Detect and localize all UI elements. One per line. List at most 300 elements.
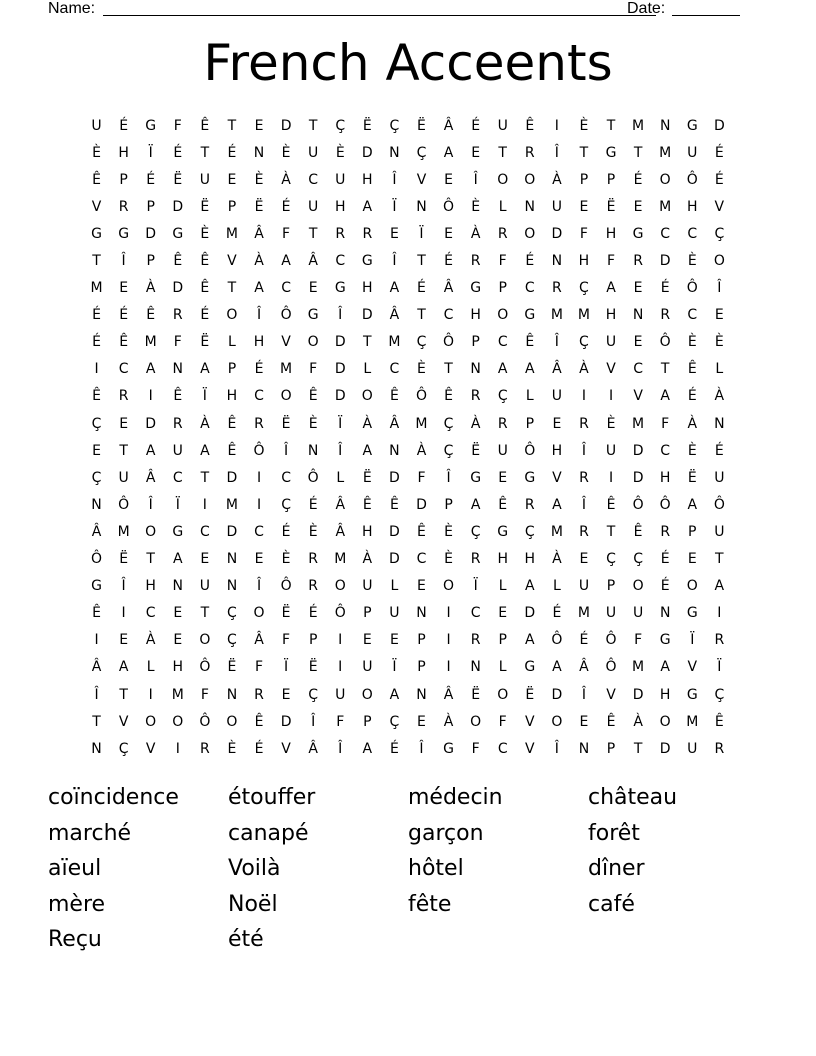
grid-letter: P [119, 171, 128, 188]
grid-letter: N [226, 551, 238, 568]
grid-letter: D [416, 496, 427, 513]
grid-letter: I [148, 686, 153, 703]
grid-row [83, 247, 733, 274]
grid-letter: Â [443, 686, 454, 703]
grid-letter: M [632, 415, 645, 432]
grid-letter: Â [443, 280, 454, 297]
grid-letter: Â [579, 659, 589, 676]
grid-letter: T [119, 686, 128, 703]
grid-letter: O [172, 713, 184, 730]
grid-letter: F [173, 117, 182, 134]
grid-letter: E [687, 551, 697, 568]
grid-letter: R [714, 632, 725, 649]
grid-letter: A [200, 361, 210, 378]
grid-letter: Ê [525, 334, 535, 351]
grid-letter: É [687, 388, 697, 405]
grid-letter: N [524, 198, 536, 215]
grid-letter: É [714, 144, 724, 161]
grid-letter: G [361, 253, 373, 270]
grid-letter: Â [308, 740, 318, 757]
grid-letter: Â [308, 253, 318, 270]
grid-letter: A [145, 442, 156, 459]
grid-letter: É [714, 442, 724, 459]
word-list-item: médecin [408, 785, 503, 810]
grid-letter: E [389, 632, 399, 649]
grid-letter: P [227, 361, 237, 378]
grid-letter: É [660, 551, 670, 568]
grid-letter: G [659, 632, 671, 649]
grid-letter: Ç [470, 523, 481, 540]
grid-letter: Ï [202, 388, 207, 405]
grid-letter: A [389, 280, 400, 297]
grid-letter: Â [335, 523, 346, 540]
grid-letter: H [470, 307, 481, 324]
grid-letter: R [254, 686, 264, 703]
grid-letter: È [200, 225, 210, 242]
grid-letter: Ô [199, 713, 211, 730]
grid-letter: G [524, 307, 536, 324]
grid-letter: Ç [308, 686, 319, 703]
word-list-item: aïeul [48, 856, 102, 881]
grid-letter: Ê [227, 415, 237, 432]
grid-letter: A [362, 442, 373, 459]
grid-letter: O [497, 307, 509, 324]
grid-letter: T [715, 551, 724, 568]
grid-letter: D [172, 280, 184, 297]
grid-letter: A [552, 496, 562, 513]
grid-letter: H [118, 144, 129, 161]
grid-letter: O [713, 253, 725, 270]
grid-row [83, 437, 733, 464]
grid-letter: V [714, 198, 725, 215]
grid-letter: G [91, 225, 102, 242]
grid-letter: À [552, 551, 562, 568]
grid-letter: A [497, 361, 508, 378]
grid-letter: Ç [91, 469, 102, 486]
grid-letter: F [661, 415, 670, 432]
grid-letter: C [687, 307, 698, 324]
grid-letter: Ë [687, 469, 697, 486]
word-list-item: Noël [228, 891, 278, 917]
grid-letter: A [145, 361, 156, 378]
grid-letter: Ô [334, 605, 346, 622]
word-search-grid [83, 112, 733, 762]
grid-letter: D [713, 117, 725, 134]
grid-letter: F [254, 659, 264, 676]
name-blank-line [103, 15, 656, 16]
grid-letter: Ô [686, 171, 698, 188]
grid-letter: C [660, 442, 671, 459]
grid-letter: L [525, 388, 534, 405]
word-list-item: été [228, 927, 264, 952]
grid-letter: D [659, 253, 671, 270]
grid-letter: Ë [417, 117, 426, 134]
grid-letter: Ô [280, 307, 292, 324]
grid-letter: R [172, 307, 183, 324]
grid-letter: N [226, 578, 238, 595]
grid-letter: I [256, 496, 262, 513]
grid-letter: Î [121, 253, 126, 270]
grid-letter: E [444, 171, 453, 188]
grid-letter: O [632, 578, 644, 595]
grid-letter: Ë [281, 605, 291, 622]
grid-letter: M [171, 686, 184, 703]
grid-letter: R [660, 523, 671, 540]
grid-letter: Î [148, 496, 153, 513]
grid-letter: È [444, 523, 453, 540]
grid-letter: N [659, 117, 671, 134]
grid-letter: Î [94, 686, 99, 703]
grid-letter: U [605, 334, 617, 351]
grid-letter: U [389, 605, 400, 622]
grid-letter: R [497, 225, 508, 242]
grid-letter: À [579, 361, 589, 378]
grid-letter: C [470, 605, 481, 622]
grid-letter: U [687, 740, 698, 757]
grid-letter: N [91, 740, 102, 757]
grid-letter: E [389, 225, 399, 242]
grid-letter: C [254, 388, 264, 405]
grid-letter: É [714, 171, 724, 188]
grid-letter: A [660, 659, 670, 676]
word-list-item: Voilà [228, 856, 281, 881]
grid-letter: E [498, 605, 508, 622]
grid-letter: È [687, 442, 697, 459]
grid-letter: U [714, 469, 725, 486]
grid-letter: À [470, 225, 481, 242]
grid-letter: Î [717, 280, 722, 297]
grid-letter: V [281, 740, 291, 757]
grid-letter: Î [554, 740, 559, 757]
grid-letter: A [118, 659, 129, 676]
grid-letter: Ç [633, 551, 643, 568]
grid-letter: H [362, 171, 373, 188]
grid-letter: T [92, 253, 101, 270]
grid-letter: A [470, 496, 481, 513]
grid-letter: E [579, 551, 589, 568]
grid-letter: P [606, 740, 616, 757]
grid-letter: C [443, 307, 454, 324]
grid-letter: R [470, 388, 481, 405]
grid-letter: H [145, 578, 156, 595]
grid-letter: M [117, 523, 130, 540]
grid-letter: N [470, 659, 481, 676]
grid-letter: I [554, 117, 559, 134]
grid-letter: G [524, 659, 536, 676]
grid-letter: À [281, 171, 291, 188]
grid-letter: À [145, 632, 156, 649]
grid-letter: I [148, 388, 153, 405]
grid-letter: G [118, 225, 130, 242]
grid-letter: U [362, 659, 373, 676]
grid-letter: M [577, 307, 590, 324]
grid-letter: M [90, 280, 103, 297]
grid-letter: Ô [632, 496, 644, 513]
grid-letter: Ë [119, 551, 129, 568]
grid-letter: U [199, 171, 210, 188]
grid-letter: I [717, 605, 722, 622]
word-list-item: mère [48, 891, 106, 917]
grid-letter: M [388, 334, 401, 351]
grid-letter: C [633, 361, 643, 378]
grid-letter: N [714, 415, 725, 432]
grid-letter: E [173, 632, 183, 649]
grid-letter: Ç [416, 334, 427, 351]
grid-letter: L [363, 361, 372, 378]
grid-letter: V [118, 713, 129, 730]
grid-letter: R [172, 415, 183, 432]
grid-letter: C [118, 361, 129, 378]
word-list-item: hôtel [408, 856, 464, 881]
grid-letter: E [633, 198, 643, 215]
grid-letter: P [606, 171, 616, 188]
grid-row [83, 193, 733, 220]
grid-letter: M [280, 361, 293, 378]
grid-letter: R [362, 225, 373, 242]
grid-letter: E [119, 280, 129, 297]
grid-letter: I [338, 632, 343, 649]
grid-letter: À [254, 253, 264, 270]
grid-letter: F [336, 713, 345, 730]
grid-letter: T [498, 144, 507, 161]
grid-letter: Ï [175, 496, 180, 513]
grid-letter: Ç [227, 632, 237, 649]
grid-letter: D [659, 740, 671, 757]
grid-letter: É [308, 605, 318, 622]
grid-letter: Ë [362, 117, 372, 134]
grid-letter: H [253, 334, 265, 351]
grid-letter: G [605, 144, 617, 161]
grid-letter: E [417, 713, 426, 730]
grid-row [83, 491, 733, 518]
grid-letter: I [175, 740, 180, 757]
grid-letter: V [281, 334, 291, 351]
grid-letter: I [581, 388, 587, 405]
grid-letter: P [498, 280, 507, 297]
grid-letter: N [389, 442, 400, 459]
grid-letter: O [659, 171, 671, 188]
grid-letter: U [714, 523, 725, 540]
grid-letter: F [173, 334, 182, 351]
grid-letter: Â [389, 307, 400, 324]
grid-letter: C [660, 225, 671, 242]
grid-letter: A [525, 361, 535, 378]
header [48, 0, 740, 20]
grid-letter: U [551, 388, 562, 405]
grid-letter: V [606, 686, 616, 703]
grid-letter: È [606, 415, 616, 432]
grid-letter: H [334, 198, 346, 215]
grid-letter: È [281, 144, 291, 161]
grid-letter: R [714, 740, 725, 757]
grid-letter: F [282, 632, 291, 649]
grid-letter: M [225, 496, 238, 513]
grid-letter: Î [392, 171, 397, 188]
grid-letter: R [579, 469, 589, 486]
grid-letter: Ô [307, 469, 319, 486]
grid-row [83, 139, 733, 166]
grid-letter: E [281, 686, 291, 703]
grid-letter: Ê [200, 280, 210, 297]
grid-letter: É [119, 117, 129, 134]
grid-letter: R [308, 578, 319, 595]
grid-letter: O [551, 713, 563, 730]
grid-letter: V [687, 659, 698, 676]
grid-letter: E [227, 171, 237, 188]
grid-letter: U [497, 117, 508, 134]
grid-letter: L [228, 334, 236, 351]
grid-letter: G [443, 740, 454, 757]
grid-letter: V [91, 198, 102, 215]
grid-letter: A [687, 496, 698, 513]
grid-letter: N [470, 361, 481, 378]
grid-letter: F [634, 632, 643, 649]
grid-letter: Ô [253, 442, 265, 459]
grid-letter: C [254, 523, 264, 540]
grid-letter: Ô [199, 659, 211, 676]
grid-letter: H [578, 253, 590, 270]
grid-letter: Î [554, 334, 559, 351]
grid-letter: F [309, 361, 318, 378]
grid-letter: I [94, 632, 99, 649]
grid-letter: Â [335, 496, 346, 513]
word-list-item: garçon [408, 820, 484, 846]
grid-letter: Ô [605, 659, 617, 676]
grid-letter: T [660, 361, 670, 378]
grid-letter: Ç [91, 415, 102, 432]
grid-letter: É [92, 334, 101, 351]
grid-letter: M [577, 605, 590, 622]
grid-letter: Ï [392, 659, 397, 676]
grid-letter: P [363, 605, 372, 622]
grid-letter: É [471, 117, 481, 134]
grid-letter: É [92, 307, 101, 324]
grid-letter: Ê [633, 523, 643, 540]
grid-letter: H [362, 523, 373, 540]
grid-letter: O [199, 632, 211, 649]
grid-letter: C [389, 361, 400, 378]
grid-letter: I [608, 469, 614, 486]
grid-letter: U [308, 198, 319, 215]
grid-letter: P [498, 632, 507, 649]
grid-letter: M [334, 551, 347, 568]
grid-letter: Ë [525, 686, 535, 703]
grid-letter: À [443, 713, 454, 730]
grid-letter: Ë [200, 198, 210, 215]
grid-letter: V [525, 740, 535, 757]
grid-letter: P [417, 632, 426, 649]
grid-letter: Ô [118, 496, 130, 513]
grid-letter: A [714, 578, 725, 595]
grid-letter: U [551, 198, 562, 215]
word-list [48, 780, 768, 958]
grid-letter: A [660, 388, 670, 405]
grid-letter: G [686, 686, 698, 703]
grid-letter: M [225, 225, 238, 242]
grid-letter: Ç [443, 415, 454, 432]
grid-letter: É [254, 740, 264, 757]
grid-letter: Ï [148, 144, 153, 161]
grid-letter: E [714, 307, 724, 324]
grid-letter: H [605, 307, 617, 324]
grid-letter: É [444, 253, 453, 270]
grid-letter: C [172, 469, 183, 486]
grid-letter: A [281, 253, 291, 270]
grid-letter: F [606, 253, 616, 270]
grid-letter: Ë [281, 415, 291, 432]
grid-letter: M [144, 334, 157, 351]
grid-letter: P [146, 198, 155, 215]
grid-letter: A [200, 442, 210, 459]
word-list-item: canapé [228, 820, 309, 846]
page-title: French Acceents [203, 34, 613, 92]
grid-letter: E [579, 198, 589, 215]
grid-letter: R [524, 496, 535, 513]
grid-letter: Ç [497, 388, 508, 405]
grid-letter: T [308, 225, 318, 242]
grid-letter: È [687, 334, 697, 351]
grid-letter: U [605, 605, 617, 622]
grid-row [83, 356, 733, 383]
grid-letter: M [659, 198, 672, 215]
grid-letter: Ê [173, 253, 183, 270]
grid-letter: A [552, 659, 562, 676]
grid-letter: C [335, 253, 346, 270]
grid-letter: F [579, 225, 588, 242]
grid-letter: È [308, 523, 318, 540]
grid-letter: È [444, 551, 453, 568]
grid-letter: Î [338, 442, 343, 459]
grid-letter: G [334, 280, 346, 297]
grid-letter: D [145, 225, 157, 242]
grid-letter: Ç [714, 225, 725, 242]
grid-letter: Â [254, 225, 264, 242]
grid-letter: È [417, 361, 426, 378]
grid-letter: G [145, 117, 157, 134]
grid-letter: P [146, 253, 155, 270]
grid-letter: H [686, 198, 698, 215]
grid-letter: D [226, 469, 238, 486]
grid-letter: Ç [281, 496, 291, 513]
grid-letter: Ï [392, 198, 397, 215]
grid-letter: N [91, 496, 102, 513]
grid-letter: À [552, 171, 562, 188]
grid-letter: D [361, 307, 373, 324]
grid-letter: I [94, 361, 99, 378]
grid-row [83, 112, 733, 139]
grid-letter: N [389, 144, 400, 161]
grid-letter: P [688, 523, 697, 540]
word-list-item: château [588, 785, 678, 810]
grid-letter: H [226, 388, 238, 405]
grid-letter: U [578, 578, 590, 595]
grid-letter: È [687, 253, 697, 270]
grid-letter: Ê [308, 388, 318, 405]
grid-letter: T [200, 144, 210, 161]
word-list-item: Reçu [48, 927, 102, 952]
grid-letter: Â [254, 632, 264, 649]
grid-letter: E [119, 415, 129, 432]
grid-letter: É [281, 198, 291, 215]
grid-letter: Ç [579, 334, 589, 351]
grid-letter: R [254, 415, 264, 432]
grid-letter: O [524, 225, 536, 242]
grid-letter: Ç [389, 713, 400, 730]
grid-letter: F [417, 469, 426, 486]
grid-letter: N [172, 578, 184, 595]
grid-letter: A [254, 280, 264, 297]
grid-letter: O [307, 334, 319, 351]
